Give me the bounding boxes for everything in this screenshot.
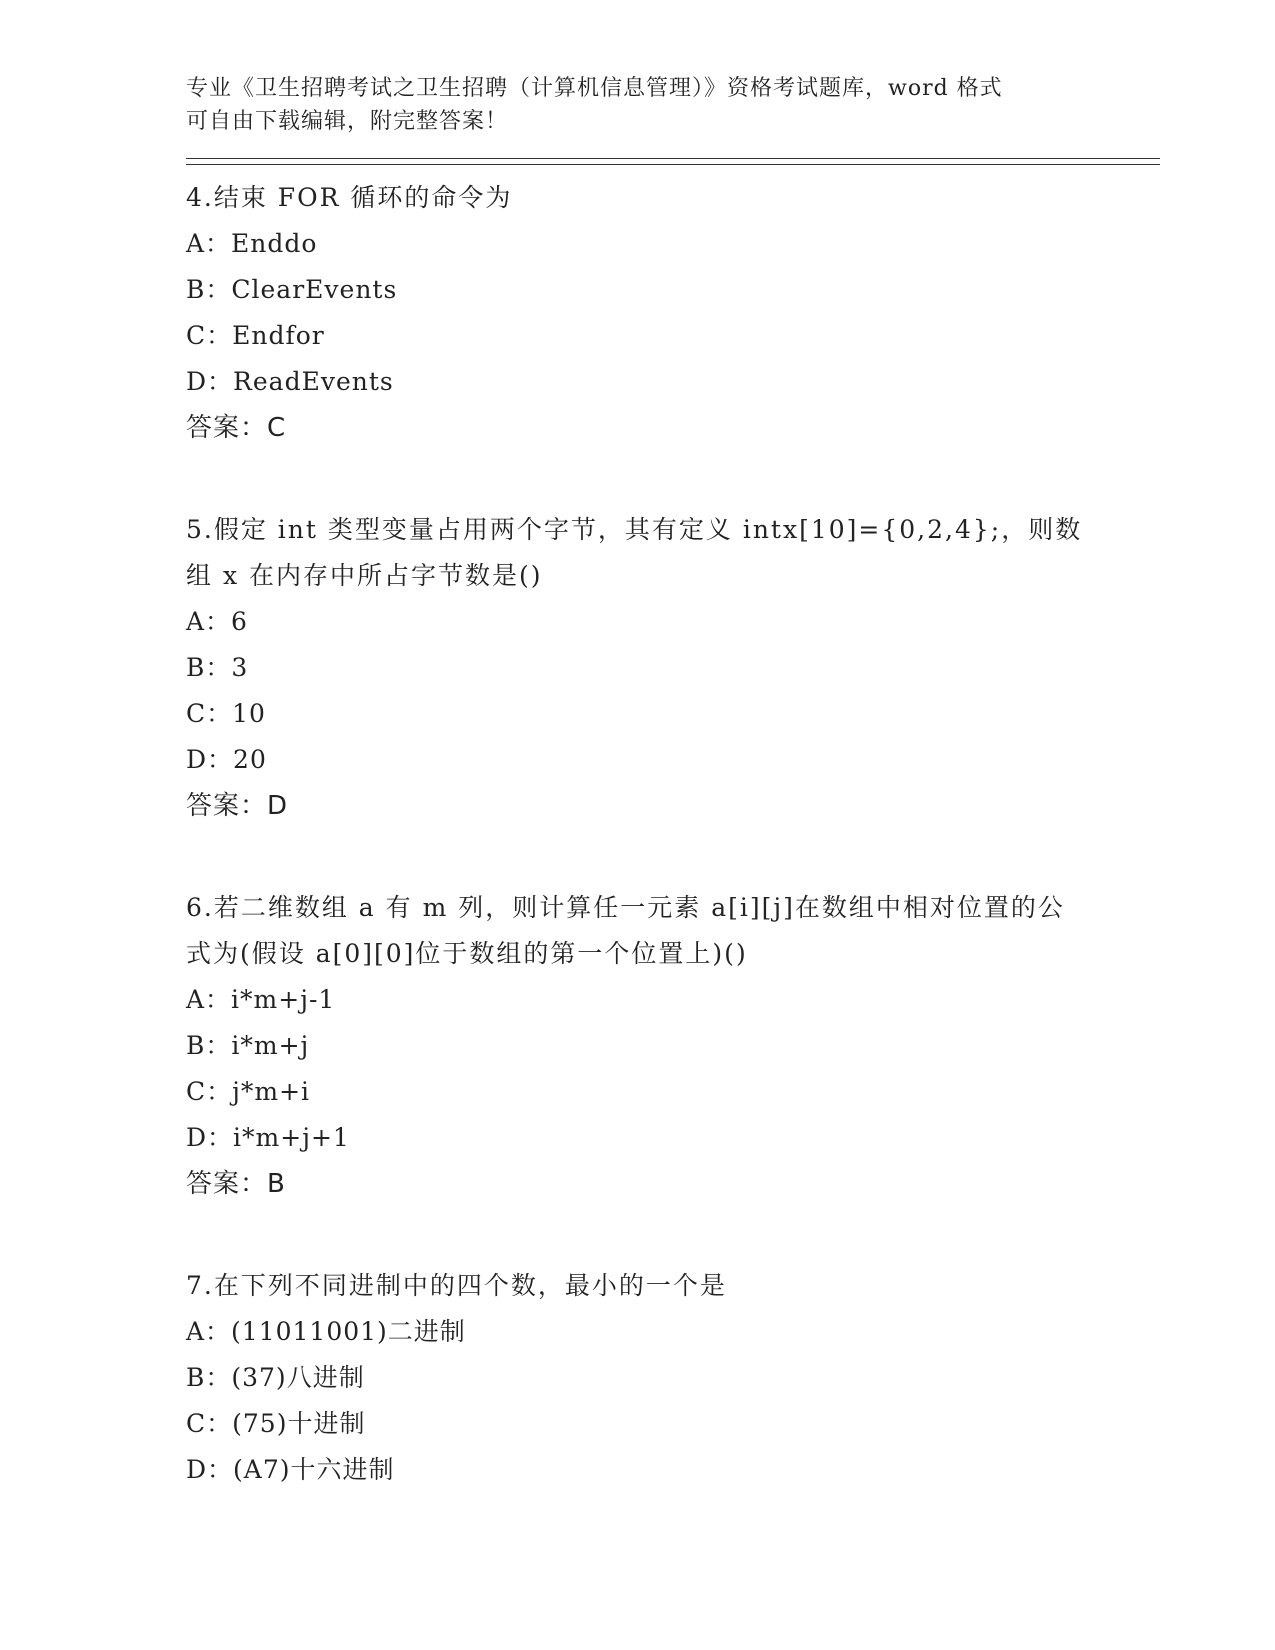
- question-7: [186, 1263, 1166, 1493]
- option-b: B：(37)八进制: [186, 1363, 365, 1392]
- header-divider: [186, 158, 1160, 165]
- option-a: A：Enddo: [186, 229, 318, 258]
- option-a: A：6: [186, 607, 248, 636]
- option-d: D：(A7)十六进制: [186, 1455, 395, 1484]
- option-c: C：j*m+i: [186, 1077, 311, 1106]
- question-6: [186, 885, 1166, 1207]
- header-line-1: 专业《卫生招聘考试之卫生招聘（计算机信息管理）》资格考试题库，word 格式: [186, 76, 1003, 101]
- option-b: B：3: [186, 653, 249, 682]
- spacer: [186, 1207, 1166, 1253]
- option-d: D：i*m+j+1: [186, 1123, 350, 1152]
- question-4: [186, 175, 1166, 451]
- question-5: [186, 507, 1166, 829]
- option-d: D：20: [186, 745, 267, 774]
- question-stem: 7.在下列不同进制中的四个数，最小的一个是: [186, 1271, 727, 1300]
- option-a: A：(11011001)二进制: [186, 1317, 466, 1346]
- answer: 答案：B: [186, 1169, 286, 1199]
- option-c: C：(75)十进制: [186, 1409, 366, 1438]
- document-header: [186, 72, 1086, 138]
- answer: 答案：D: [186, 791, 289, 821]
- header-line-2: 可自由下载编辑，附完整答案！: [186, 109, 509, 134]
- option-b: B：i*m+j: [186, 1031, 310, 1060]
- document-page: [186, 72, 1166, 1493]
- spacer: [186, 451, 1166, 497]
- option-b: B：ClearEvents: [186, 275, 398, 304]
- spacer: [186, 829, 1166, 875]
- question-stem: 6.若二维数组 a 有 m 列，则计算任一元素 a[i][j]在数组中相对位置的公式为(假设 a[0][0]位于数组的第一个位置上)(): [186, 893, 1065, 968]
- option-c: C：10: [186, 699, 266, 728]
- question-stem: 4.结束 FOR 循环的命令为: [186, 183, 513, 212]
- option-c: C：Endfor: [186, 321, 325, 350]
- question-stem: 5.假定 int 类型变量占用两个字节，其有定义 intx[10]={0,2,4};，则数组 x 在内存中所占字节数是(): [186, 515, 1083, 590]
- option-d: D：ReadEvents: [186, 367, 394, 396]
- answer: 答案：C: [186, 413, 287, 443]
- option-a: A：i*m+j-1: [186, 985, 336, 1014]
